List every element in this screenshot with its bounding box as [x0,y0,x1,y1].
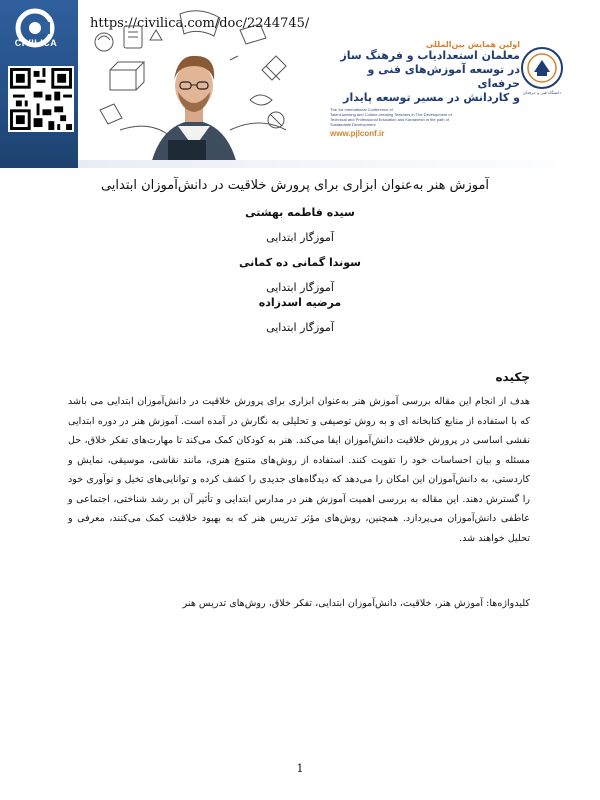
conference-title-block [330,40,520,138]
teacher-figure [150,56,238,168]
conference-english-line: Sustainable Development [330,122,376,127]
author-role: آموزگار ابتدایی [266,281,334,294]
conference-prefix: اولین همایش بین‌المللی [425,40,520,49]
conference-english-line: The 1st International Conference of [330,107,393,112]
author-name: سیده فاطمه بهشتی [245,206,355,219]
conference-website[interactable]: www.pjlconf.ir [330,129,385,138]
conference-english-line: Technical and Professional Education and Kardanesh in the path of [330,117,449,122]
civilica-sidebar [0,0,78,168]
keywords-list: آموزش هنر، خلاقیت، دانش‌آموزان ابتدایی، تفکر خلاق، روش‌های تدریس هنر [182,598,484,609]
conference-title-line: و کاردانش در مسیر توسعه پایدار [343,91,520,104]
conference-english-title [330,107,520,127]
abstract-heading: چکیده [495,370,530,384]
keywords-line [68,598,530,609]
author-role: آموزگار ابتدایی [266,321,334,334]
conference-title-line: معلمان استعدادیاب و فرهنگ ساز [340,49,520,62]
page-number: 1 [296,762,304,775]
conference-title-line: در توسعه آموزش‌های فنی و حرفه‌ای [367,63,520,90]
teacher-sketch-illustration [80,0,310,168]
qr-code-icon[interactable] [8,66,74,132]
document-url[interactable]: https://civilica.com/doc/2244745/ [90,16,310,31]
abstract-text: هدف از انجام این مقاله بررسی آموزش هنر به‌عنوان ابزاری برای پرورش خلاقیت در دانش‌آموزان ابتدایی می باشد که با استفاده از منابع کتابخانه ای و به روش توصیفی و تحلیلی به نگارش در آمده است. آموزش هنر در دوره ابتدایی نقشی اساسی در پرورش خلاقیت دانش‌آموزان ایفا می‌کند. هنر به کودکان کمک می‌کند تا مهارت‌های تفکر خلاق، حل مسئله و بیان احساسات خود را تقویت کنند. استفاده از روش‌های متنوع هنری، مانند نقاشی، موسیقی، نمایش و کاردستی، به دانش‌آموزان این امکان را می‌دهد که دیدگاه‌های جدیدی را کشف کرده و توانایی‌های تخیل و نوآوری خود را گسترش دهند. این مقاله به بررسی اهمیت آموزش هنر در مدارس ابتدایی و تأثیر آن بر رشد شناختی، اجتماعی و عاطفی دانش‌آموزان می‌پردازد. همچنین، روش‌های مؤثر تدریس هنر که به بهبود خلاقیت کمک می‌کنند، معرفی و تحلیل خواهند شد. [68,396,530,544]
author-name: سوندا گمانی ده کمانی [239,256,361,269]
civilica-wordmark: CIVILICA [14,38,58,48]
banner-divider [78,160,600,168]
conference-english-line: Talent-seeking and Culture-creating Teachers in The Development of [330,112,452,117]
seal-caption: دانشگاه فنی و حرفه‌ای [522,90,562,95]
author-role: آموزگار ابتدایی [266,231,334,244]
keywords-label: کلیدواژه‌ها: [486,598,530,609]
conference-banner [0,0,600,168]
university-seal-icon [520,46,564,90]
article-title: آموزش هنر به‌عنوان ابزاری برای پرورش خلاقیت در دانش‌آموزان ابتدایی [100,178,490,193]
author-name: مرضیه اسدزاده [258,296,342,309]
